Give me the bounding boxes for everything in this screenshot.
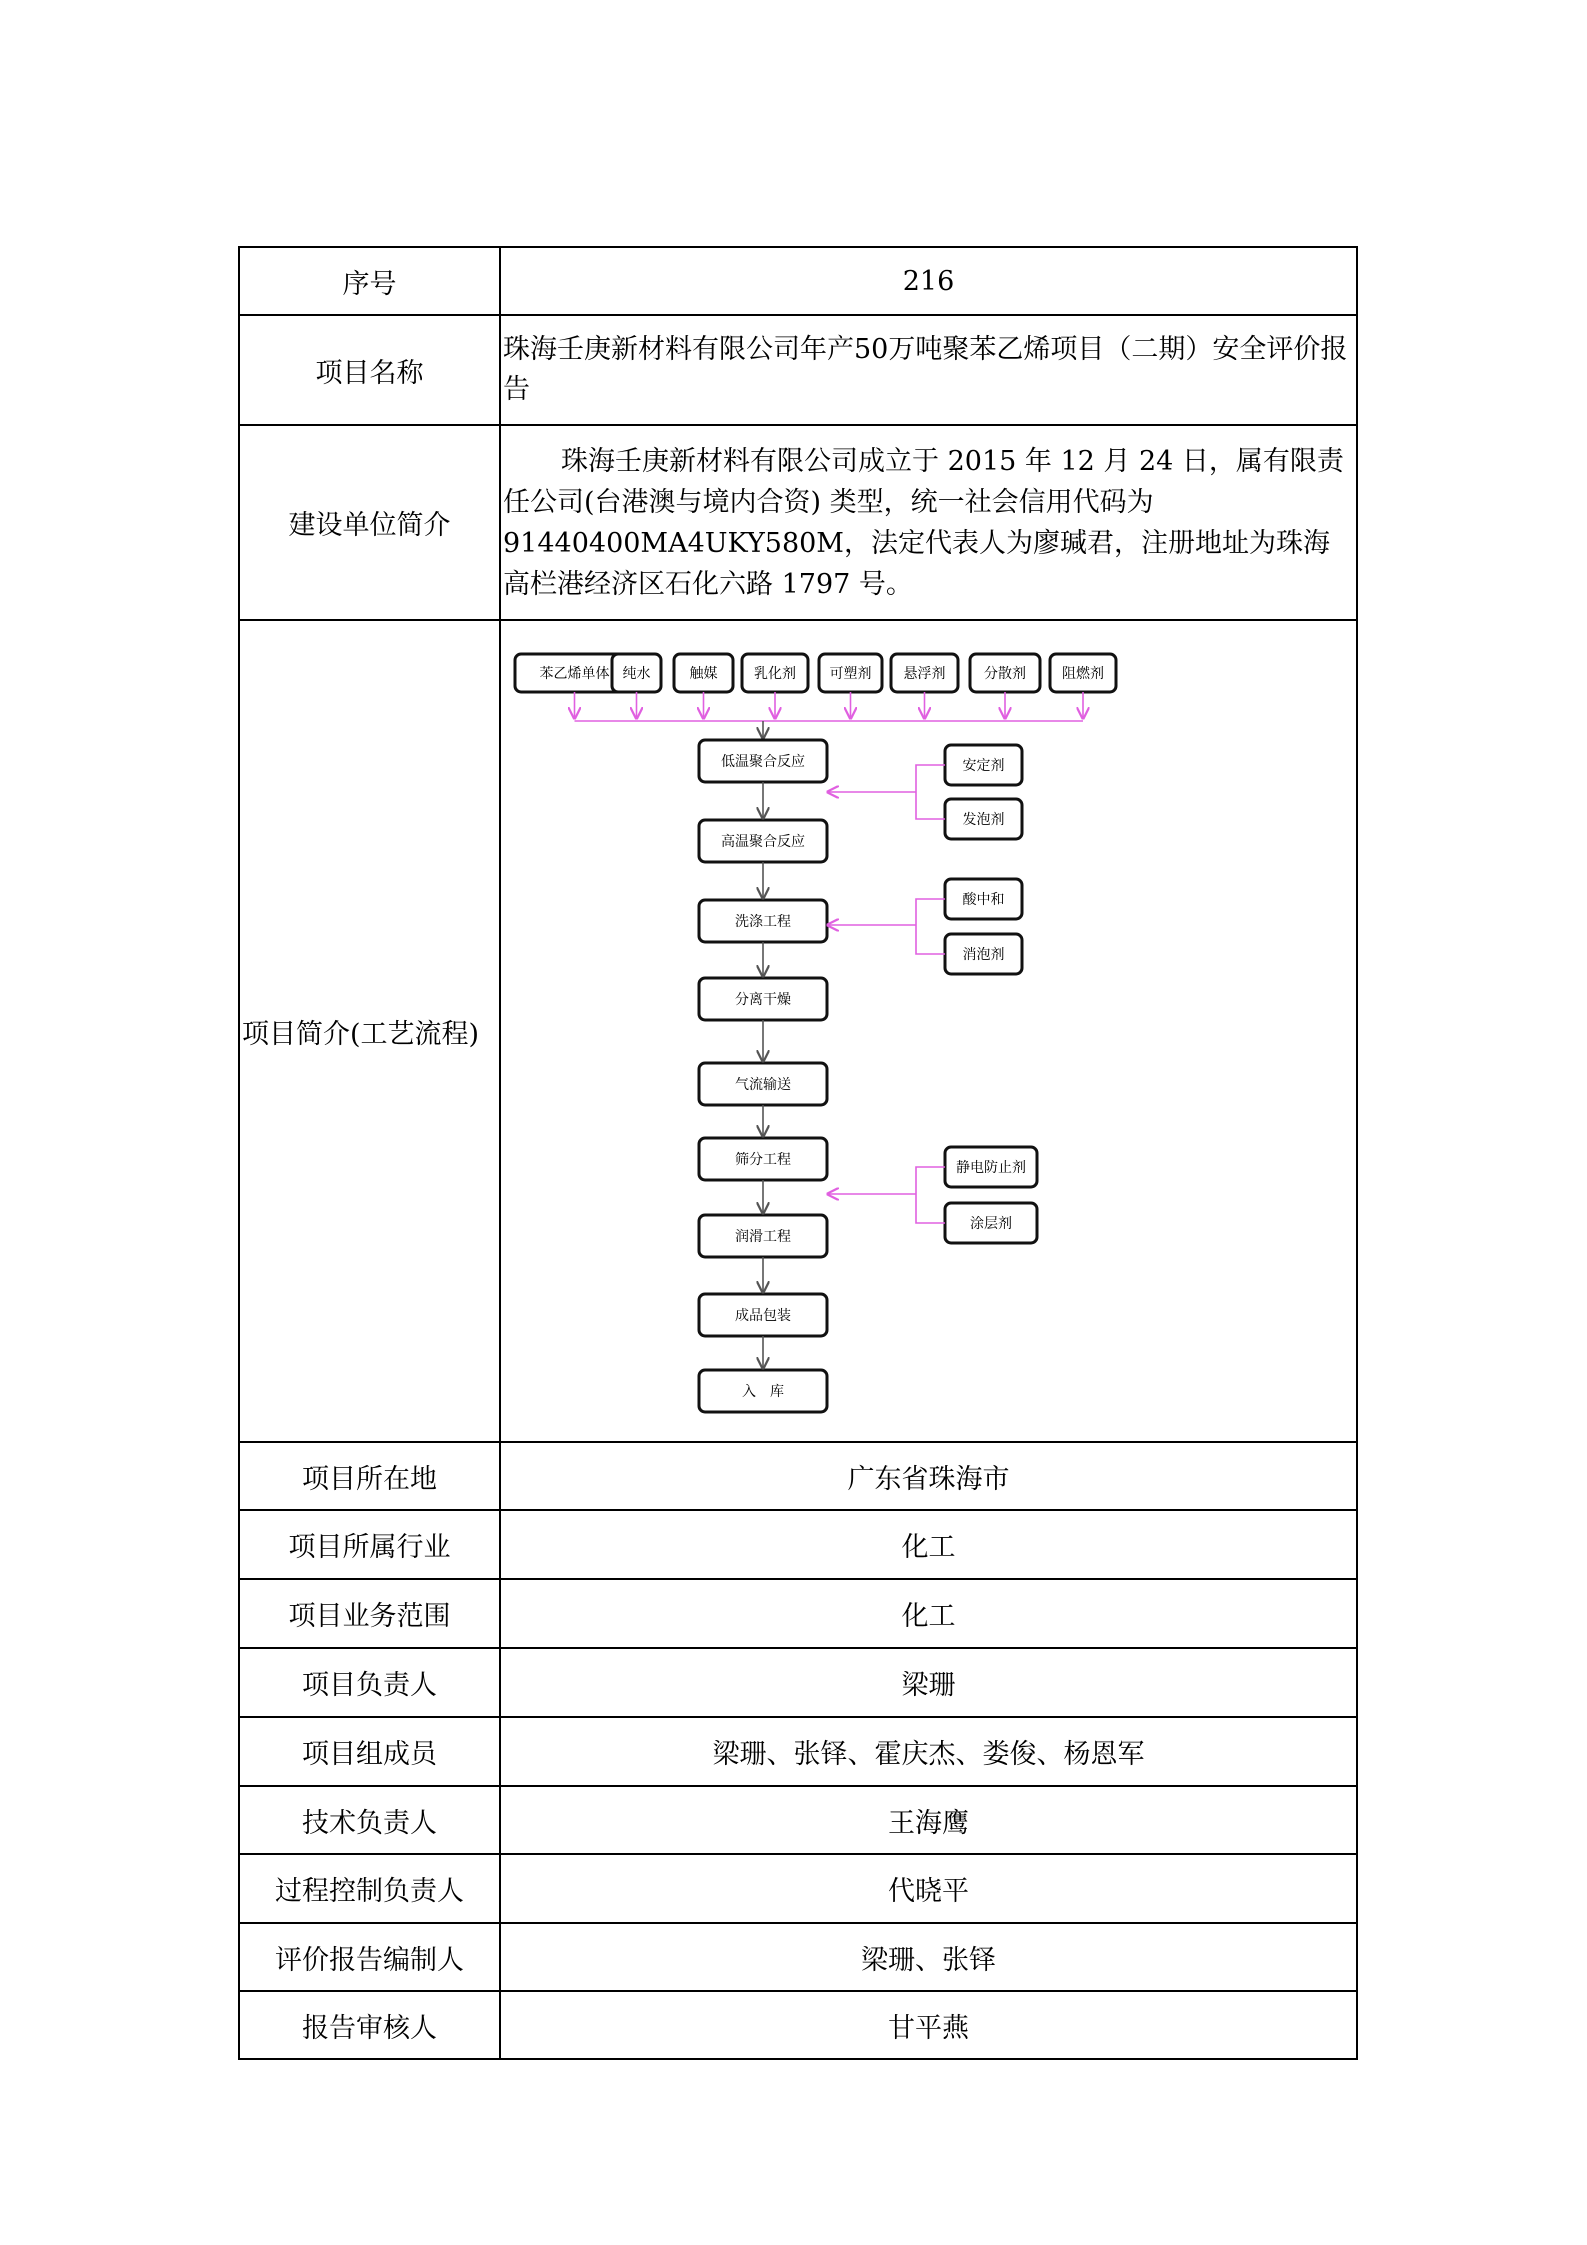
unit-intro-text: 珠海壬庚新材料有限公司成立于 2015 年 12 月 24 日，属有限责任公司(台港澳与境内合资) 类型，统一社会信用代码为 91440400MA4UKY580M，法定代表人为廖瑊君，注册地址为珠海高栏港经济区石化六路 1797 号。	[503, 445, 1344, 600]
input-box-5-label: 悬浮剂	[903, 666, 946, 682]
additive-box-1-0	[945, 879, 1022, 919]
input-box-3	[742, 654, 808, 692]
tech-value: 王海鹰	[500, 1786, 1357, 1854]
process-flow-diagram	[501, 621, 1358, 1441]
row-control	[239, 1854, 1357, 1923]
step-box-2	[699, 900, 827, 942]
input-box-1	[612, 654, 661, 692]
scope-value: 化工	[500, 1579, 1357, 1648]
additive-box-2-0	[945, 1147, 1037, 1187]
step-box-1-label: 高温聚合反应	[721, 834, 805, 850]
additive-box-1-1	[945, 934, 1022, 974]
step-box-4-label: 气流输送	[735, 1077, 791, 1093]
input-box-3-label: 乳化剂	[754, 666, 796, 682]
row-location	[239, 1442, 1357, 1510]
input-box-5	[891, 654, 958, 692]
seq-value: 216	[500, 247, 1357, 315]
reviewer-label: 报告审核人	[239, 1991, 500, 2059]
step-box-4	[699, 1063, 827, 1105]
input-box-7	[1050, 654, 1116, 692]
additive-box-2-0-label: 静电防止剂	[956, 1160, 1026, 1176]
row-members	[239, 1717, 1357, 1786]
step-box-5-label: 筛分工程	[735, 1152, 791, 1168]
leader-value: 梁珊	[500, 1648, 1357, 1717]
reviewer-value: 甘平燕	[500, 1991, 1357, 2059]
step-box-6	[699, 1215, 827, 1257]
row-leader	[239, 1648, 1357, 1717]
input-box-4	[819, 654, 882, 692]
step-box-8	[699, 1370, 827, 1412]
additive-box-1-0-label: 酸中和	[962, 892, 1005, 908]
row-name	[239, 315, 1357, 425]
name-label: 项目名称	[239, 315, 500, 425]
input-box-2-label: 触媒	[689, 666, 718, 682]
process-diagram-cell	[500, 620, 1357, 1442]
step-box-6-label: 润滑工程	[735, 1229, 791, 1245]
control-label: 过程控制负责人	[239, 1854, 500, 1923]
author-value: 梁珊、张铎	[500, 1923, 1357, 1991]
row-unit	[239, 425, 1357, 620]
row-author	[239, 1923, 1357, 1991]
row-tech	[239, 1786, 1357, 1854]
step-box-7-label: 成品包装	[735, 1308, 791, 1324]
step-box-0-label: 低温聚合反应	[721, 754, 805, 770]
step-box-0	[699, 740, 827, 782]
step-box-3	[699, 978, 827, 1020]
input-box-0-label: 苯乙烯单体	[539, 666, 610, 682]
industry-label: 项目所属行业	[239, 1510, 500, 1579]
tech-label: 技术负责人	[239, 1786, 500, 1854]
additive-box-2-1-label: 涂层剂	[970, 1216, 1012, 1232]
additive-box-2-1	[945, 1203, 1037, 1243]
step-box-5	[699, 1138, 827, 1180]
additive-bracket-2	[916, 1167, 945, 1223]
members-label: 项目组成员	[239, 1717, 500, 1786]
leader-label: 项目负责人	[239, 1648, 500, 1717]
process-label: 项目简介(工艺流程)	[239, 620, 500, 1442]
input-box-4-label: 可塑剂	[829, 666, 872, 682]
input-box-7-label: 阻燃剂	[1062, 666, 1104, 682]
step-box-8-label: 入 库	[742, 1384, 784, 1400]
seq-label: 序号	[239, 247, 500, 315]
input-box-6-label: 分散剂	[984, 666, 1026, 682]
row-reviewer	[239, 1991, 1357, 2059]
control-value: 代晓平	[500, 1854, 1357, 1923]
input-box-6	[970, 654, 1040, 692]
industry-value: 化工	[500, 1510, 1357, 1579]
additive-bracket-1	[916, 899, 945, 954]
scope-label: 项目业务范围	[239, 1579, 500, 1648]
unit-label: 建设单位简介	[239, 425, 500, 620]
additive-box-1-1-label: 消泡剂	[962, 947, 1005, 963]
row-seq	[239, 247, 1357, 315]
name-value: 珠海壬庚新材料有限公司年产50万吨聚苯乙烯项目（二期）安全评价报告	[500, 315, 1357, 425]
step-box-7	[699, 1294, 827, 1336]
additive-box-0-1	[945, 799, 1022, 839]
step-box-2-label: 洗涤工程	[735, 914, 791, 930]
author-label: 评价报告编制人	[239, 1923, 500, 1991]
additive-bracket-0	[916, 765, 945, 819]
members-value: 梁珊、张铎、霍庆杰、娄俊、杨恩军	[500, 1717, 1357, 1786]
location-value: 广东省珠海市	[500, 1442, 1357, 1510]
row-scope	[239, 1579, 1357, 1648]
project-info-table	[238, 246, 1358, 2060]
step-box-3-label: 分离干燥	[735, 992, 791, 1008]
step-box-1	[699, 820, 827, 862]
unit-value	[500, 425, 1357, 620]
input-box-2	[674, 654, 733, 692]
additive-box-0-0	[945, 745, 1022, 785]
row-process	[239, 620, 1357, 1442]
row-industry	[239, 1510, 1357, 1579]
additive-box-0-0-label: 安定剂	[962, 758, 1005, 774]
input-box-1-label: 纯水	[622, 666, 651, 682]
location-label: 项目所在地	[239, 1442, 500, 1510]
additive-box-0-1-label: 发泡剂	[962, 812, 1005, 828]
